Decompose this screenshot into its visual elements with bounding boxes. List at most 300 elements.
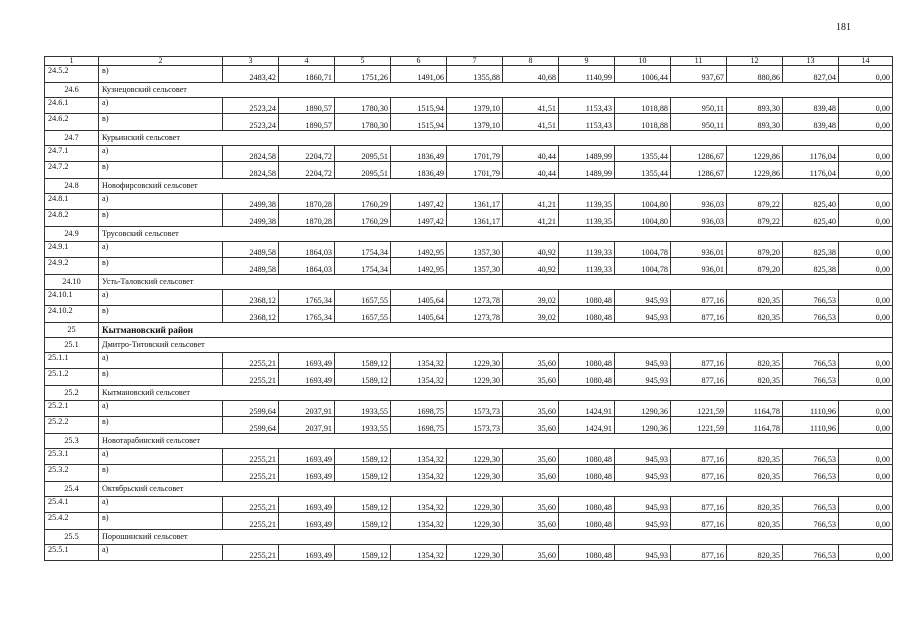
column-header: 12 bbox=[727, 57, 783, 66]
table-cell: 35,60 bbox=[503, 465, 559, 482]
table-cell: 1018,88 bbox=[615, 97, 671, 114]
table-cell: 1489,99 bbox=[559, 162, 615, 179]
table-cell: 1890,57 bbox=[279, 97, 335, 114]
table-cell: 2499,38 bbox=[223, 193, 279, 210]
table-cell: 1164,78 bbox=[727, 400, 783, 417]
table-cell: 820,35 bbox=[727, 544, 783, 561]
table-row bbox=[45, 496, 893, 513]
table-cell: 1657,55 bbox=[335, 289, 391, 306]
table-cell: 1589,12 bbox=[335, 465, 391, 482]
table-cell: 1354,32 bbox=[391, 465, 447, 482]
table-cell: 1760,29 bbox=[335, 193, 391, 210]
table-cell: 1229,30 bbox=[447, 496, 503, 513]
table-cell: 2523,24 bbox=[223, 114, 279, 131]
row-variant: в) bbox=[99, 513, 223, 530]
section-title: Усть-Таловский сельсовет bbox=[99, 274, 893, 289]
table-cell: 1139,33 bbox=[559, 241, 615, 258]
table-cell: 1589,12 bbox=[335, 544, 391, 561]
row-variant: а) bbox=[99, 352, 223, 369]
table-cell: 1354,32 bbox=[391, 369, 447, 386]
column-header: 7 bbox=[447, 57, 503, 66]
row-code: 25.1.2 bbox=[45, 369, 99, 386]
table-cell: 879,20 bbox=[727, 258, 783, 275]
table-cell: 1497,42 bbox=[391, 210, 447, 227]
table-cell: 35,60 bbox=[503, 448, 559, 465]
row-code: 25.2.1 bbox=[45, 400, 99, 417]
section-code: 25.1 bbox=[45, 337, 99, 352]
table-cell: 1492,95 bbox=[391, 241, 447, 258]
table-cell: 1515,94 bbox=[391, 97, 447, 114]
table-cell: 1273,78 bbox=[447, 289, 503, 306]
table-cell: 1491,06 bbox=[391, 66, 447, 83]
section-header-row bbox=[45, 385, 893, 400]
table-cell: 0,00 bbox=[839, 114, 893, 131]
row-code: 25.1.1 bbox=[45, 352, 99, 369]
table-cell: 1080,48 bbox=[559, 289, 615, 306]
table-cell: 945,93 bbox=[615, 496, 671, 513]
table-cell: 1870,28 bbox=[279, 193, 335, 210]
table-cell: 1589,12 bbox=[335, 352, 391, 369]
table-cell: 877,16 bbox=[671, 289, 727, 306]
table-cell: 35,60 bbox=[503, 400, 559, 417]
table-cell: 41,21 bbox=[503, 193, 559, 210]
table-cell: 1405,64 bbox=[391, 289, 447, 306]
table-cell: 2255,21 bbox=[223, 496, 279, 513]
tariff-table bbox=[44, 56, 893, 561]
table-cell: 0,00 bbox=[839, 544, 893, 561]
table-cell: 2204,72 bbox=[279, 145, 335, 162]
table-cell: 820,35 bbox=[727, 496, 783, 513]
table-cell: 1693,49 bbox=[279, 544, 335, 561]
table-cell: 1701,79 bbox=[447, 162, 503, 179]
table-cell: 1864,03 bbox=[279, 241, 335, 258]
table-cell: 877,16 bbox=[671, 496, 727, 513]
table-cell: 1573,73 bbox=[447, 400, 503, 417]
table-cell: 2489,58 bbox=[223, 258, 279, 275]
table-cell: 877,16 bbox=[671, 544, 727, 561]
section-header-row bbox=[45, 82, 893, 97]
table-cell: 879,22 bbox=[727, 193, 783, 210]
table-cell: 1657,55 bbox=[335, 306, 391, 323]
table-cell: 1176,04 bbox=[783, 162, 839, 179]
row-code: 25.2.2 bbox=[45, 417, 99, 434]
table-cell: 35,60 bbox=[503, 352, 559, 369]
table-cell: 766,53 bbox=[783, 306, 839, 323]
table-cell: 877,16 bbox=[671, 369, 727, 386]
table-cell: 839,48 bbox=[783, 97, 839, 114]
section-header-row bbox=[45, 433, 893, 448]
table-row bbox=[45, 369, 893, 386]
table-cell: 766,53 bbox=[783, 544, 839, 561]
section-title: Курьинский сельсовет bbox=[99, 130, 893, 145]
table-row bbox=[45, 306, 893, 323]
table-cell: 2599,64 bbox=[223, 417, 279, 434]
table-cell: 877,16 bbox=[671, 306, 727, 323]
table-cell: 825,40 bbox=[783, 193, 839, 210]
row-code: 24.9.2 bbox=[45, 258, 99, 275]
table-cell: 1110,96 bbox=[783, 400, 839, 417]
table-cell: 1080,48 bbox=[559, 544, 615, 561]
table-cell: 0,00 bbox=[839, 289, 893, 306]
table-cell: 1589,12 bbox=[335, 513, 391, 530]
table-body bbox=[45, 66, 893, 561]
table-cell: 1933,55 bbox=[335, 417, 391, 434]
section-title: Порошинский сельсовет bbox=[99, 529, 893, 544]
table-cell: 825,38 bbox=[783, 241, 839, 258]
table-cell: 1354,32 bbox=[391, 513, 447, 530]
row-variant: а) bbox=[99, 193, 223, 210]
row-variant: в) bbox=[99, 66, 223, 83]
table-cell: 1290,36 bbox=[615, 400, 671, 417]
table-cell: 1489,99 bbox=[559, 145, 615, 162]
table-cell: 0,00 bbox=[839, 210, 893, 227]
table-cell: 1698,75 bbox=[391, 417, 447, 434]
table-row bbox=[45, 114, 893, 131]
table-cell: 877,16 bbox=[671, 465, 727, 482]
table-cell: 40,68 bbox=[503, 66, 559, 83]
table-cell: 40,44 bbox=[503, 162, 559, 179]
column-number-row bbox=[45, 57, 893, 66]
table-cell: 1780,30 bbox=[335, 97, 391, 114]
column-header: 14 bbox=[839, 57, 893, 66]
table-cell: 1890,57 bbox=[279, 114, 335, 131]
table-cell: 936,03 bbox=[671, 193, 727, 210]
column-header: 4 bbox=[279, 57, 335, 66]
table-row bbox=[45, 544, 893, 561]
table-cell: 2499,38 bbox=[223, 210, 279, 227]
district-title: Кытмановский район bbox=[99, 322, 893, 337]
row-code: 24.6.1 bbox=[45, 97, 99, 114]
table-cell: 1004,80 bbox=[615, 193, 671, 210]
table-cell: 1229,30 bbox=[447, 544, 503, 561]
table-cell: 2824,58 bbox=[223, 162, 279, 179]
section-code: 25.3 bbox=[45, 433, 99, 448]
table-cell: 1140,99 bbox=[559, 66, 615, 83]
section-code: 24.6 bbox=[45, 82, 99, 97]
section-title: Кытмановский сельсовет bbox=[99, 385, 893, 400]
table-cell: 0,00 bbox=[839, 513, 893, 530]
table-cell: 0,00 bbox=[839, 465, 893, 482]
table-cell: 2255,21 bbox=[223, 448, 279, 465]
table-cell: 1286,67 bbox=[671, 145, 727, 162]
row-variant: в) bbox=[99, 258, 223, 275]
row-variant: а) bbox=[99, 400, 223, 417]
table-cell: 820,35 bbox=[727, 448, 783, 465]
table-cell: 1780,30 bbox=[335, 114, 391, 131]
row-code: 24.7.1 bbox=[45, 145, 99, 162]
table-cell: 2037,91 bbox=[279, 400, 335, 417]
table-cell: 1354,32 bbox=[391, 352, 447, 369]
table-cell: 1139,35 bbox=[559, 210, 615, 227]
table-cell: 1864,03 bbox=[279, 258, 335, 275]
table-cell: 1229,30 bbox=[447, 369, 503, 386]
column-header: 5 bbox=[335, 57, 391, 66]
table-cell: 0,00 bbox=[839, 417, 893, 434]
table-cell: 766,53 bbox=[783, 465, 839, 482]
table-cell: 40,44 bbox=[503, 145, 559, 162]
row-variant: а) bbox=[99, 289, 223, 306]
table-cell: 2368,12 bbox=[223, 306, 279, 323]
column-header: 3 bbox=[223, 57, 279, 66]
table-cell: 1765,34 bbox=[279, 306, 335, 323]
table-cell: 1080,48 bbox=[559, 448, 615, 465]
table-cell: 1357,30 bbox=[447, 241, 503, 258]
table-cell: 1754,34 bbox=[335, 258, 391, 275]
column-header: 1 bbox=[45, 57, 99, 66]
table-cell: 2255,21 bbox=[223, 513, 279, 530]
table-cell: 1573,73 bbox=[447, 417, 503, 434]
table-cell: 945,93 bbox=[615, 448, 671, 465]
table-cell: 1492,95 bbox=[391, 258, 447, 275]
row-variant: а) bbox=[99, 448, 223, 465]
section-title: Новотарабинский сельсовет bbox=[99, 433, 893, 448]
section-header-row bbox=[45, 130, 893, 145]
row-code: 24.8.2 bbox=[45, 210, 99, 227]
table-cell: 1286,67 bbox=[671, 162, 727, 179]
table-cell: 893,30 bbox=[727, 97, 783, 114]
column-header: 6 bbox=[391, 57, 447, 66]
table-cell: 936,03 bbox=[671, 210, 727, 227]
table-cell: 0,00 bbox=[839, 162, 893, 179]
table-row bbox=[45, 97, 893, 114]
table-cell: 1693,49 bbox=[279, 465, 335, 482]
table-cell: 2255,21 bbox=[223, 369, 279, 386]
table-cell: 825,38 bbox=[783, 258, 839, 275]
table-cell: 945,93 bbox=[615, 352, 671, 369]
section-title: Дмитро-Титовский сельсовет bbox=[99, 337, 893, 352]
table-cell: 877,16 bbox=[671, 448, 727, 465]
table-cell: 877,16 bbox=[671, 352, 727, 369]
table-row bbox=[45, 465, 893, 482]
table-cell: 1354,32 bbox=[391, 448, 447, 465]
table-cell: 945,93 bbox=[615, 306, 671, 323]
table-cell: 0,00 bbox=[839, 448, 893, 465]
table-cell: 1701,79 bbox=[447, 145, 503, 162]
table-cell: 820,35 bbox=[727, 289, 783, 306]
column-header: 9 bbox=[559, 57, 615, 66]
section-code: 24.9 bbox=[45, 226, 99, 241]
table-cell: 1355,44 bbox=[615, 162, 671, 179]
row-variant: а) bbox=[99, 241, 223, 258]
table-row bbox=[45, 258, 893, 275]
table-cell: 1229,30 bbox=[447, 513, 503, 530]
table-cell: 1693,49 bbox=[279, 513, 335, 530]
section-header-row bbox=[45, 337, 893, 352]
table-cell: 1153,43 bbox=[559, 97, 615, 114]
section-code: 25.5 bbox=[45, 529, 99, 544]
section-code: 25.2 bbox=[45, 385, 99, 400]
section-title: Октябрьский сельсовет bbox=[99, 481, 893, 496]
row-variant: в) bbox=[99, 369, 223, 386]
table-cell: 1080,48 bbox=[559, 306, 615, 323]
table-cell: 1229,30 bbox=[447, 352, 503, 369]
column-header: 8 bbox=[503, 57, 559, 66]
table-cell: 1004,78 bbox=[615, 241, 671, 258]
table-cell: 1355,88 bbox=[447, 66, 503, 83]
table-cell: 1515,94 bbox=[391, 114, 447, 131]
table-cell: 766,53 bbox=[783, 448, 839, 465]
table-cell: 825,40 bbox=[783, 210, 839, 227]
table-cell: 1080,48 bbox=[559, 496, 615, 513]
table-row bbox=[45, 448, 893, 465]
column-header: 2 bbox=[99, 57, 223, 66]
table-cell: 35,60 bbox=[503, 417, 559, 434]
table-cell: 1754,34 bbox=[335, 241, 391, 258]
table-cell: 1693,49 bbox=[279, 448, 335, 465]
table-cell: 39,02 bbox=[503, 289, 559, 306]
table-cell: 0,00 bbox=[839, 352, 893, 369]
table-cell: 1589,12 bbox=[335, 369, 391, 386]
table-cell: 2095,51 bbox=[335, 145, 391, 162]
table-cell: 879,22 bbox=[727, 210, 783, 227]
table-cell: 1698,75 bbox=[391, 400, 447, 417]
table-cell: 1589,12 bbox=[335, 448, 391, 465]
row-code: 25.4.2 bbox=[45, 513, 99, 530]
table-cell: 945,93 bbox=[615, 289, 671, 306]
table-cell: 1080,48 bbox=[559, 513, 615, 530]
table-cell: 945,93 bbox=[615, 513, 671, 530]
table-cell: 936,01 bbox=[671, 258, 727, 275]
table-row bbox=[45, 417, 893, 434]
table-cell: 1004,78 bbox=[615, 258, 671, 275]
table-cell: 766,53 bbox=[783, 289, 839, 306]
table-row bbox=[45, 289, 893, 306]
table-cell: 0,00 bbox=[839, 369, 893, 386]
section-header-row bbox=[45, 529, 893, 544]
table-cell: 1870,28 bbox=[279, 210, 335, 227]
table-cell: 877,16 bbox=[671, 513, 727, 530]
table-cell: 40,92 bbox=[503, 241, 559, 258]
section-header-row bbox=[45, 226, 893, 241]
table-cell: 1379,10 bbox=[447, 114, 503, 131]
table-row bbox=[45, 210, 893, 227]
table-cell: 2255,21 bbox=[223, 544, 279, 561]
row-code: 24.9.1 bbox=[45, 241, 99, 258]
table-cell: 1765,34 bbox=[279, 289, 335, 306]
table-cell: 0,00 bbox=[839, 66, 893, 83]
table-cell: 1751,26 bbox=[335, 66, 391, 83]
table-cell: 0,00 bbox=[839, 97, 893, 114]
table-cell: 2523,24 bbox=[223, 97, 279, 114]
table-cell: 766,53 bbox=[783, 496, 839, 513]
row-code: 24.7.2 bbox=[45, 162, 99, 179]
table-cell: 820,35 bbox=[727, 369, 783, 386]
table-cell: 1139,35 bbox=[559, 193, 615, 210]
table-row bbox=[45, 352, 893, 369]
table-row bbox=[45, 162, 893, 179]
row-variant: а) bbox=[99, 544, 223, 561]
table-cell: 1693,49 bbox=[279, 352, 335, 369]
table-cell: 1497,42 bbox=[391, 193, 447, 210]
table-cell: 1860,71 bbox=[279, 66, 335, 83]
table-cell: 2824,58 bbox=[223, 145, 279, 162]
table-cell: 35,60 bbox=[503, 544, 559, 561]
table-row bbox=[45, 145, 893, 162]
table-cell: 1357,30 bbox=[447, 258, 503, 275]
table-cell: 945,93 bbox=[615, 369, 671, 386]
table-cell: 1693,49 bbox=[279, 369, 335, 386]
table-cell: 1355,44 bbox=[615, 145, 671, 162]
row-code: 24.5.2 bbox=[45, 66, 99, 83]
row-variant: в) bbox=[99, 306, 223, 323]
table-cell: 820,35 bbox=[727, 513, 783, 530]
row-variant: а) bbox=[99, 145, 223, 162]
table-cell: 766,53 bbox=[783, 513, 839, 530]
section-code: 24.7 bbox=[45, 130, 99, 145]
table-cell: 950,11 bbox=[671, 114, 727, 131]
table-cell: 2368,12 bbox=[223, 289, 279, 306]
table-cell: 1836,49 bbox=[391, 145, 447, 162]
table-cell: 1221,59 bbox=[671, 417, 727, 434]
row-code: 24.10.1 bbox=[45, 289, 99, 306]
table-cell: 937,67 bbox=[671, 66, 727, 83]
table-row bbox=[45, 513, 893, 530]
table-cell: 0,00 bbox=[839, 258, 893, 275]
table-cell: 35,60 bbox=[503, 496, 559, 513]
row-code: 24.6.2 bbox=[45, 114, 99, 131]
table-cell: 2255,21 bbox=[223, 465, 279, 482]
table-cell: 1018,88 bbox=[615, 114, 671, 131]
table-cell: 880,86 bbox=[727, 66, 783, 83]
table-cell: 820,35 bbox=[727, 465, 783, 482]
table-cell: 1589,12 bbox=[335, 496, 391, 513]
table-cell: 1361,17 bbox=[447, 193, 503, 210]
section-header-row bbox=[45, 481, 893, 496]
table-cell: 1176,04 bbox=[783, 145, 839, 162]
table-cell: 945,93 bbox=[615, 465, 671, 482]
table-cell: 1006,44 bbox=[615, 66, 671, 83]
table-cell: 1139,33 bbox=[559, 258, 615, 275]
row-variant: в) bbox=[99, 210, 223, 227]
page-number: 181 bbox=[836, 22, 851, 33]
table-cell: 1273,78 bbox=[447, 306, 503, 323]
table-cell: 1004,80 bbox=[615, 210, 671, 227]
row-variant: в) bbox=[99, 162, 223, 179]
table-cell: 41,51 bbox=[503, 97, 559, 114]
table-cell: 1080,48 bbox=[559, 369, 615, 386]
table-cell: 0,00 bbox=[839, 145, 893, 162]
table-cell: 1354,32 bbox=[391, 544, 447, 561]
row-variant: в) bbox=[99, 417, 223, 434]
table-cell: 2037,91 bbox=[279, 417, 335, 434]
row-variant: а) bbox=[99, 496, 223, 513]
table-cell: 766,53 bbox=[783, 352, 839, 369]
table-cell: 1693,49 bbox=[279, 496, 335, 513]
section-code: 24.10 bbox=[45, 274, 99, 289]
table-cell: 0,00 bbox=[839, 241, 893, 258]
row-code: 25.5.1 bbox=[45, 544, 99, 561]
table-cell: 1080,48 bbox=[559, 465, 615, 482]
table-cell: 936,01 bbox=[671, 241, 727, 258]
section-header-row bbox=[45, 178, 893, 193]
table-cell: 40,92 bbox=[503, 258, 559, 275]
table-cell: 0,00 bbox=[839, 193, 893, 210]
table-cell: 945,93 bbox=[615, 544, 671, 561]
table-cell: 1933,55 bbox=[335, 400, 391, 417]
section-title: Трусовский сельсовет bbox=[99, 226, 893, 241]
table-cell: 1405,64 bbox=[391, 306, 447, 323]
table-cell: 839,48 bbox=[783, 114, 839, 131]
district-header-row bbox=[45, 322, 893, 337]
section-code: 25.4 bbox=[45, 481, 99, 496]
row-code: 24.10.2 bbox=[45, 306, 99, 323]
section-code: 24.8 bbox=[45, 178, 99, 193]
table-cell: 35,60 bbox=[503, 369, 559, 386]
table-cell: 1164,78 bbox=[727, 417, 783, 434]
table-cell: 1221,59 bbox=[671, 400, 727, 417]
table-cell: 35,60 bbox=[503, 513, 559, 530]
table-cell: 879,20 bbox=[727, 241, 783, 258]
